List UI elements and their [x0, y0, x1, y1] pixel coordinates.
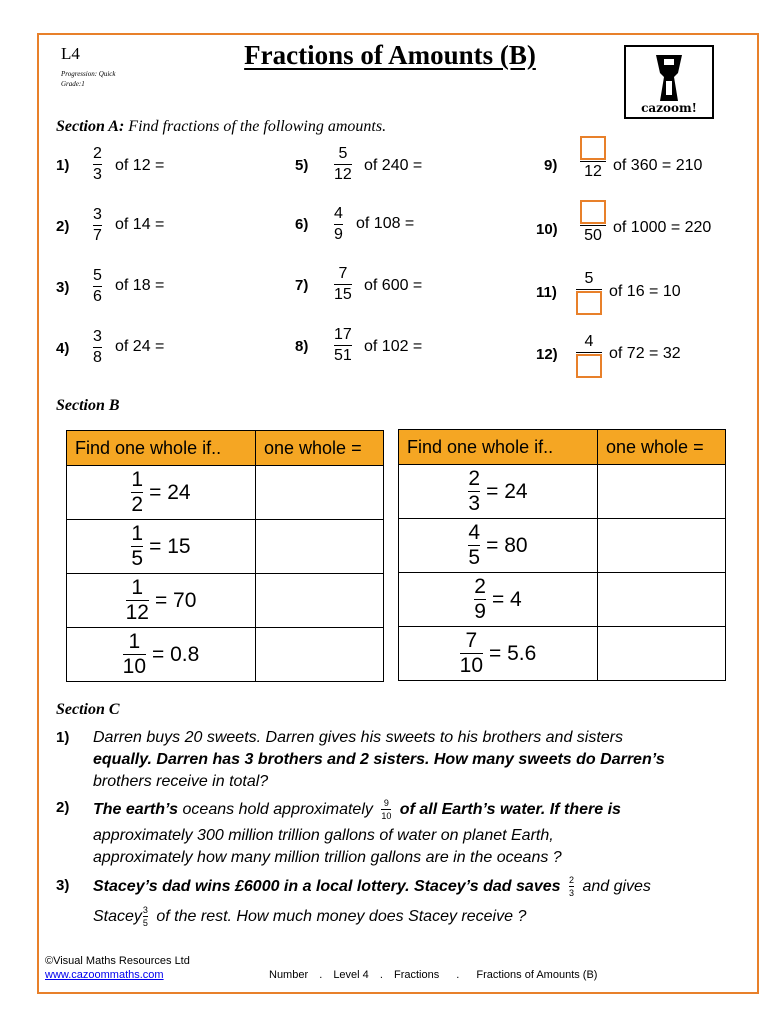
c2-part-c: of all Earth’s water. If there is	[399, 801, 621, 818]
denominator: 3	[568, 888, 574, 899]
table-row	[67, 628, 384, 682]
question-text: of 14 =	[115, 216, 165, 233]
denominator: 10	[381, 811, 392, 822]
numerator: 4	[468, 521, 481, 544]
website-link[interactable]: www.cazoommaths.com	[45, 969, 164, 981]
answer-cell[interactable]	[598, 573, 726, 627]
separator: .	[379, 969, 383, 981]
answer-box[interactable]	[576, 291, 602, 315]
fraction	[334, 265, 352, 304]
question-text: of 16 = 10	[609, 283, 681, 300]
right-table	[398, 429, 726, 681]
denominator: 7	[93, 227, 102, 244]
numerator: 5	[93, 267, 102, 284]
header-find: Find one whole if..	[399, 430, 598, 465]
grade-label: Grade:1	[61, 80, 85, 88]
table-row	[399, 627, 726, 681]
value: = 4	[491, 587, 522, 611]
fraction	[143, 905, 148, 928]
question-number: 3)	[56, 877, 70, 894]
question-c3	[93, 872, 733, 932]
separator: .	[456, 969, 460, 981]
question-text: of 72 = 32	[609, 345, 681, 362]
section-a-title: Section A:	[56, 118, 125, 135]
answer-box[interactable]	[580, 200, 606, 224]
table-row	[399, 465, 726, 519]
denominator: 3	[93, 166, 102, 183]
numerator: 2	[568, 875, 574, 886]
fraction	[381, 798, 391, 821]
answer-cell[interactable]	[598, 627, 726, 681]
answer-cell[interactable]	[256, 574, 384, 628]
value: = 24	[486, 479, 528, 503]
question-number: 9)	[544, 157, 558, 174]
denominator: 15	[334, 286, 352, 303]
answer-box[interactable]	[580, 136, 606, 160]
fraction	[93, 328, 102, 367]
denominator: 9	[334, 226, 343, 243]
footer-topic: Fractions	[393, 969, 440, 981]
page-title: Fractions of Amounts (B)	[244, 40, 536, 70]
footer-breadcrumb	[269, 969, 597, 981]
section-c-heading	[56, 701, 120, 719]
c2-line2: approximately 300 million trillion gallons of water on planet Earth,	[93, 827, 554, 844]
numerator: 3	[142, 905, 148, 916]
fraction	[569, 875, 574, 898]
question-number: 2)	[56, 799, 70, 816]
answer-box[interactable]	[576, 354, 602, 378]
denominator: 9	[474, 600, 486, 623]
footer-level: Level 4	[333, 969, 369, 981]
website-link-wrap	[45, 969, 164, 981]
value: = 15	[149, 534, 191, 558]
question-number: 2)	[56, 218, 70, 235]
question-text: of 18 =	[115, 277, 165, 294]
question-c2	[93, 795, 733, 869]
denominator: 51	[334, 347, 352, 364]
fraction	[576, 270, 602, 315]
c1-line3: brothers receive in total?	[93, 773, 269, 790]
answer-cell[interactable]	[598, 519, 726, 573]
question-number: 4)	[56, 340, 70, 357]
value: = 24	[149, 480, 191, 504]
question-number: 12)	[536, 346, 558, 363]
denominator: 2	[131, 493, 144, 516]
header-whole: one whole =	[256, 431, 384, 466]
denominator: 5	[131, 547, 144, 570]
question-text: of 360 = 210	[613, 157, 703, 174]
numerator: 7	[338, 265, 348, 282]
fraction	[93, 145, 102, 184]
header-find: Find one whole if..	[67, 431, 256, 466]
numerator: 7	[465, 629, 478, 652]
c3-part-b: and gives	[582, 878, 651, 895]
question-number: 1)	[56, 729, 70, 746]
question-number: 8)	[295, 338, 309, 355]
section-c-title: Section C	[56, 701, 120, 718]
numerator: 5	[338, 145, 348, 162]
question-text: of 102 =	[364, 338, 423, 355]
fraction	[93, 206, 102, 245]
table-row	[67, 520, 384, 574]
denominator: 5	[468, 546, 481, 569]
numerator: 4	[584, 333, 594, 350]
value: = 80	[486, 533, 528, 557]
question-text: of 108 =	[356, 215, 415, 232]
numerator: 3	[93, 328, 102, 345]
answer-cell[interactable]	[256, 628, 384, 682]
denominator: 10	[459, 654, 484, 677]
question-number: 5)	[295, 157, 309, 174]
logo-text: cazoom!	[641, 101, 697, 115]
numerator: 5	[584, 270, 594, 287]
table-row	[67, 466, 384, 520]
table-row	[399, 573, 726, 627]
progression-label: Progression: Quick	[61, 70, 116, 78]
section-a-instruction: Find fractions of the following amounts.	[128, 118, 387, 135]
header-whole: one whole =	[598, 430, 726, 465]
c1-line1: Darren buys 20 sweets. Darren gives his sweets to his brothers and sisters	[93, 729, 624, 746]
fraction	[334, 326, 352, 365]
drum-icon	[626, 49, 712, 105]
question-number: 10)	[536, 221, 558, 238]
table-row	[399, 519, 726, 573]
separator: .	[319, 969, 323, 981]
fraction	[334, 145, 352, 184]
c3-part-c: Stacey	[93, 908, 142, 925]
table-row	[67, 574, 384, 628]
numerator: 1	[131, 522, 144, 545]
denominator: 12	[584, 163, 602, 180]
fraction	[580, 136, 606, 181]
denominator: 5	[142, 918, 148, 929]
answer-cell[interactable]	[256, 466, 384, 520]
numerator: 1	[131, 576, 144, 599]
denominator: 12	[334, 166, 352, 183]
numerator: 4	[334, 205, 343, 222]
numerator: 3	[93, 206, 102, 223]
denominator: 10	[122, 655, 147, 678]
question-text: of 240 =	[364, 157, 423, 174]
value: = 0.8	[152, 642, 200, 666]
question-text: of 600 =	[364, 277, 423, 294]
numerator: 2	[468, 467, 481, 490]
footer-number: Number	[269, 969, 309, 981]
denominator: 12	[125, 601, 149, 624]
numerator: 1	[131, 468, 144, 491]
fraction	[93, 267, 102, 306]
numerator: 9	[383, 798, 389, 809]
c3-part-a: Stacey’s dad wins £6000 in a local lottery. Stacey’s dad saves	[93, 878, 561, 895]
denominator: 6	[93, 288, 102, 305]
denominator: 3	[468, 492, 481, 515]
question-number: 3)	[56, 279, 70, 296]
c3-part-d: of the rest. How much money does Stacey receive ?	[156, 908, 527, 925]
answer-cell[interactable]	[598, 465, 726, 519]
section-b-heading	[56, 397, 120, 415]
question-text: of 24 =	[115, 338, 165, 355]
c1-line2: equally. Darren has 3 brothers and 2 sisters. How many sweets do Darren’s	[93, 751, 665, 768]
question-number: 1)	[56, 157, 70, 174]
question-text: of 12 =	[115, 157, 165, 174]
numerator: 1	[128, 630, 141, 653]
denominator: 8	[93, 349, 102, 366]
question-text: of 1000 = 220	[613, 219, 712, 236]
fraction	[334, 205, 343, 244]
numerator: 2	[93, 145, 102, 162]
c2-line3: approximately how many million trillion gallons are in the oceans ?	[93, 849, 562, 866]
question-number: 11)	[536, 284, 557, 301]
left-table	[66, 430, 384, 682]
section-a-heading	[56, 118, 386, 136]
fraction	[576, 333, 602, 378]
cazoom-logo	[624, 45, 714, 119]
denominator: 50	[584, 227, 602, 244]
value: = 70	[154, 588, 197, 612]
question-c1	[93, 727, 733, 793]
level-label: L4	[61, 44, 80, 63]
footer-subtopic: Fractions of Amounts (B)	[476, 969, 598, 981]
question-number: 7)	[295, 277, 309, 294]
copyright: ©Visual Maths Resources Ltd	[45, 955, 190, 967]
numerator: 17	[334, 326, 352, 343]
value: = 5.6	[489, 641, 537, 665]
question-number: 6)	[295, 216, 309, 233]
answer-cell[interactable]	[256, 520, 384, 574]
c2-part-b: oceans hold approximately	[182, 801, 373, 818]
numerator: 2	[474, 575, 486, 598]
section-b-title: Section B	[56, 397, 120, 414]
c2-part-a: The earth’s	[93, 801, 179, 818]
fraction	[580, 200, 606, 245]
